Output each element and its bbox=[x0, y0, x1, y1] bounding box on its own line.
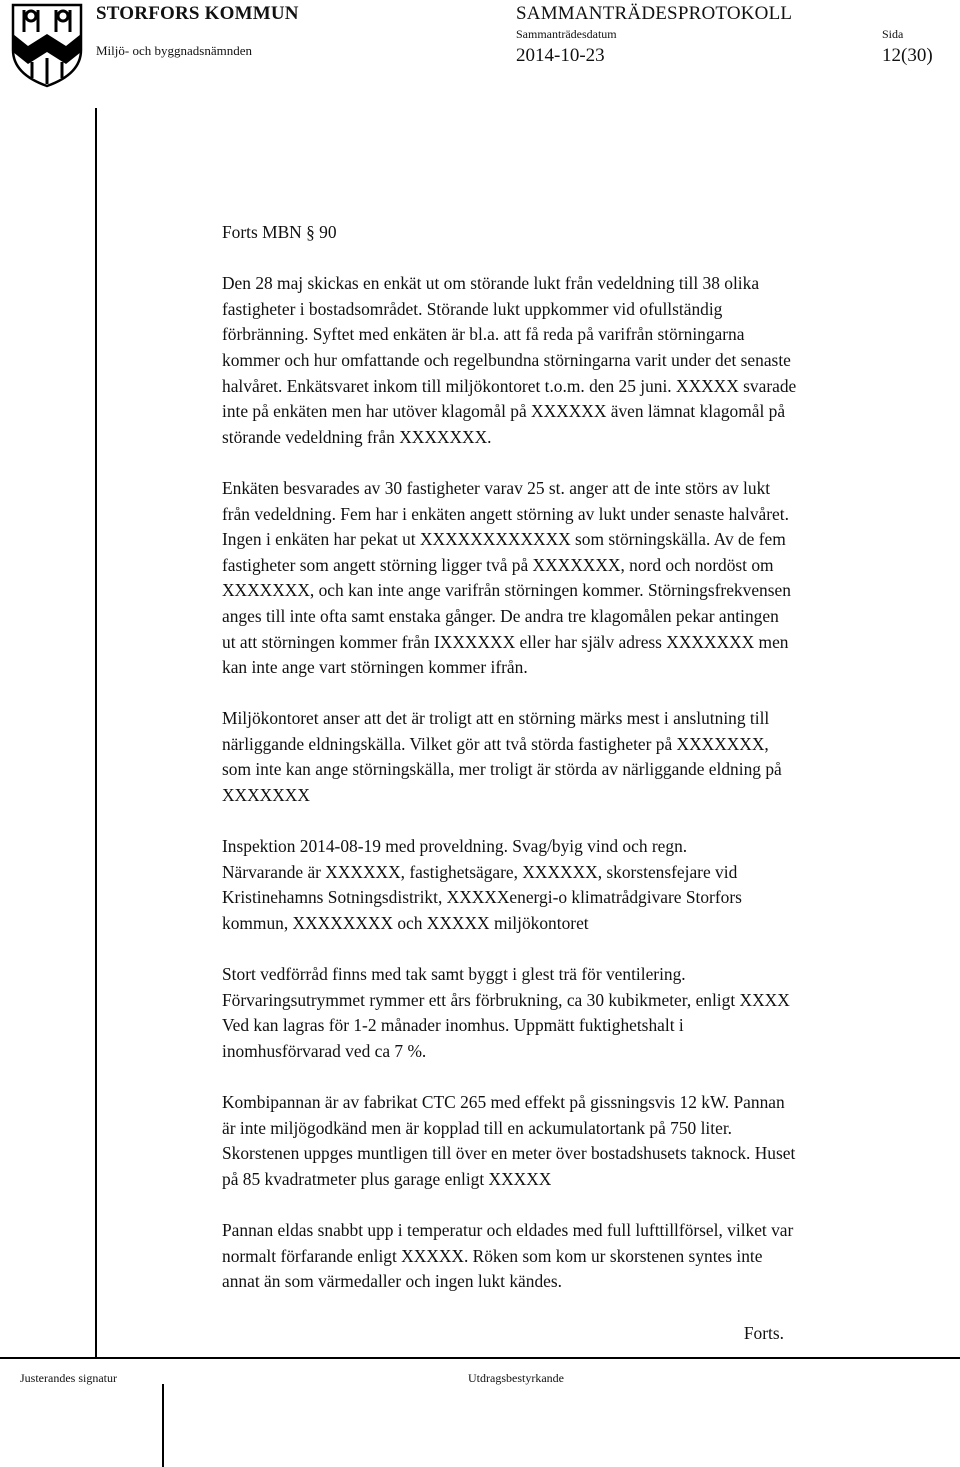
text-line: Kristinehamns Sotningsdistrikt, XXXXXenergi-o klimatrådgivare Storfors bbox=[222, 887, 742, 908]
paragraph-firing-test bbox=[222, 1218, 950, 1295]
protocol-body bbox=[222, 220, 950, 1346]
paragraph-survey bbox=[222, 271, 950, 450]
text-line: närliggande eldningskälla. Vilket gör att två störda fastigheter på XXXXXXX, bbox=[222, 733, 769, 754]
text-line: normalt förfarande enligt XXXXX. Röken som kom ur skorstenen syntes inte bbox=[222, 1245, 763, 1266]
text-line: Den 28 maj skickas en enkät ut om störande lukt från vedeldning till 38 olika bbox=[222, 273, 760, 294]
text-line: XXXXXXX, och kan inte ange varifrån störningen kommer. Störningsfrekvensen bbox=[222, 580, 791, 601]
section-heading: Forts MBN § 90 bbox=[222, 222, 337, 242]
text-line: fastigheter som angett störning ligger två på XXXXXXX, nord och nordöst om bbox=[222, 554, 774, 575]
text-line: ut att störningen kommer från IXXXXXX eller har själv adress XXXXXXX men bbox=[222, 631, 789, 652]
text-line: kommer och hur omfattande och regelbundna störningarna varit under det senaste bbox=[222, 349, 791, 370]
footer-divider bbox=[0, 1357, 960, 1359]
text-line: Skorstenen uppges muntligen till över en meter över bostadshusets taknock. Huset bbox=[222, 1143, 796, 1164]
paragraph-wood-storage bbox=[222, 962, 950, 1064]
text-line: Enkäten besvarades av 30 fastigheter varav 25 st. anger att de inte störs av lukt bbox=[222, 477, 771, 498]
text-line: störande vedeldning från XXXXXXX. bbox=[222, 426, 492, 447]
text-line: Närvarande är XXXXXX, fastighetsägare, XXXXXX, skorstensfejare vid bbox=[222, 861, 738, 882]
meeting-date-label: Sammanträdesdatum bbox=[516, 27, 617, 41]
text-line: kommun, XXXXXXXX och XXXXX miljökontoret bbox=[222, 913, 589, 934]
page-number: 12(30) bbox=[882, 45, 933, 66]
meeting-date: 2014-10-23 bbox=[516, 45, 605, 66]
left-margin-line bbox=[95, 108, 97, 1358]
continued-marker: Forts. bbox=[743, 1322, 784, 1343]
board-name: Miljö- och byggnadsnämnden bbox=[96, 43, 252, 58]
page-label: Sida bbox=[882, 27, 904, 41]
text-line: inomhusförvarad ved ca 7 %. bbox=[222, 1041, 427, 1061]
text-line: Pannan eldas snabbt upp i temperatur och eldades med full lufttillförsel, vilket var bbox=[222, 1220, 794, 1241]
text-line: annat än som värmedaller och ingen lukt kändes. bbox=[222, 1271, 562, 1292]
text-line: Förvaringsutrymmet rymmer ett års förbrukning, ca 30 kubikmeter, enligt XXXX bbox=[222, 989, 790, 1010]
text-line: anges till inte ofta samt enstaka gånger. De andra tre klagomålen pekar antingen bbox=[222, 605, 779, 626]
organization-name: STORFORS KOMMUN bbox=[96, 3, 299, 24]
text-line: från vedeldning. Fem har i enkäten angett störning av lukt under senaste halvåret. bbox=[222, 503, 789, 524]
text-line: Miljökontoret anser att det är troligt att en störning märks mest i anslutning till bbox=[222, 708, 770, 729]
text-line: Kombipannan är av fabrikat CTC 265 med effekt på gissningsvis 12 kW. Pannan bbox=[222, 1092, 785, 1113]
signature-box-divider bbox=[162, 1384, 164, 1467]
text-line: förbränning. Syftet med enkäten är bl.a. att få reda på varifrån störningarna bbox=[222, 324, 745, 345]
text-line: Stort vedförråd finns med tak samt byggt i glest trä för ventilering. bbox=[222, 964, 686, 985]
signature-label: Justerandes signatur bbox=[20, 1371, 117, 1385]
text-line: Ved kan lagras för 1-2 månader inomhus. Uppmätt fuktighetshalt i bbox=[222, 1015, 684, 1036]
excerpt-label: Utdragsbestyrkande bbox=[468, 1371, 564, 1385]
text-line: på 85 kvadratmeter plus garage enligt XXXXX bbox=[222, 1168, 552, 1189]
paragraph-assessment bbox=[222, 706, 950, 808]
text-line: inte på enkäten men har utöver klagomål på XXXXXX även lämnat klagomål på bbox=[222, 401, 786, 422]
text-line: Ingen i enkäten har pekat ut XXXXXXXXXXXX som störningskälla. Av de fem bbox=[222, 529, 786, 550]
text-line: XXXXXXX bbox=[222, 785, 310, 806]
paragraph-results bbox=[222, 476, 950, 681]
text-line: är inte miljögodkänd men är kopplad till en ackumulatortank på 750 liter. bbox=[222, 1117, 732, 1138]
text-line: Inspektion 2014-08-19 med proveldning. Svag/byig vind och regn. bbox=[222, 836, 688, 857]
document-type: SAMMANTRÄDESPROTOKOLL bbox=[516, 3, 793, 24]
text-line: halvåret. Enkätsvaret inkom till miljökontoret t.o.m. den 25 juni. XXXXX svarade bbox=[222, 375, 797, 396]
municipality-crest-logo bbox=[10, 2, 84, 88]
text-line: kan inte ange vart störningen kommer ifrån. bbox=[222, 657, 528, 678]
paragraph-inspection bbox=[222, 834, 950, 936]
text-line: fastigheter i bostadsområdet. Störande lukt uppkommer vid ofullständig bbox=[222, 298, 723, 319]
text-line: som inte kan ange störningskälla, mer troligt är störda av närliggande eldning på bbox=[222, 759, 782, 780]
paragraph-boiler bbox=[222, 1090, 950, 1192]
